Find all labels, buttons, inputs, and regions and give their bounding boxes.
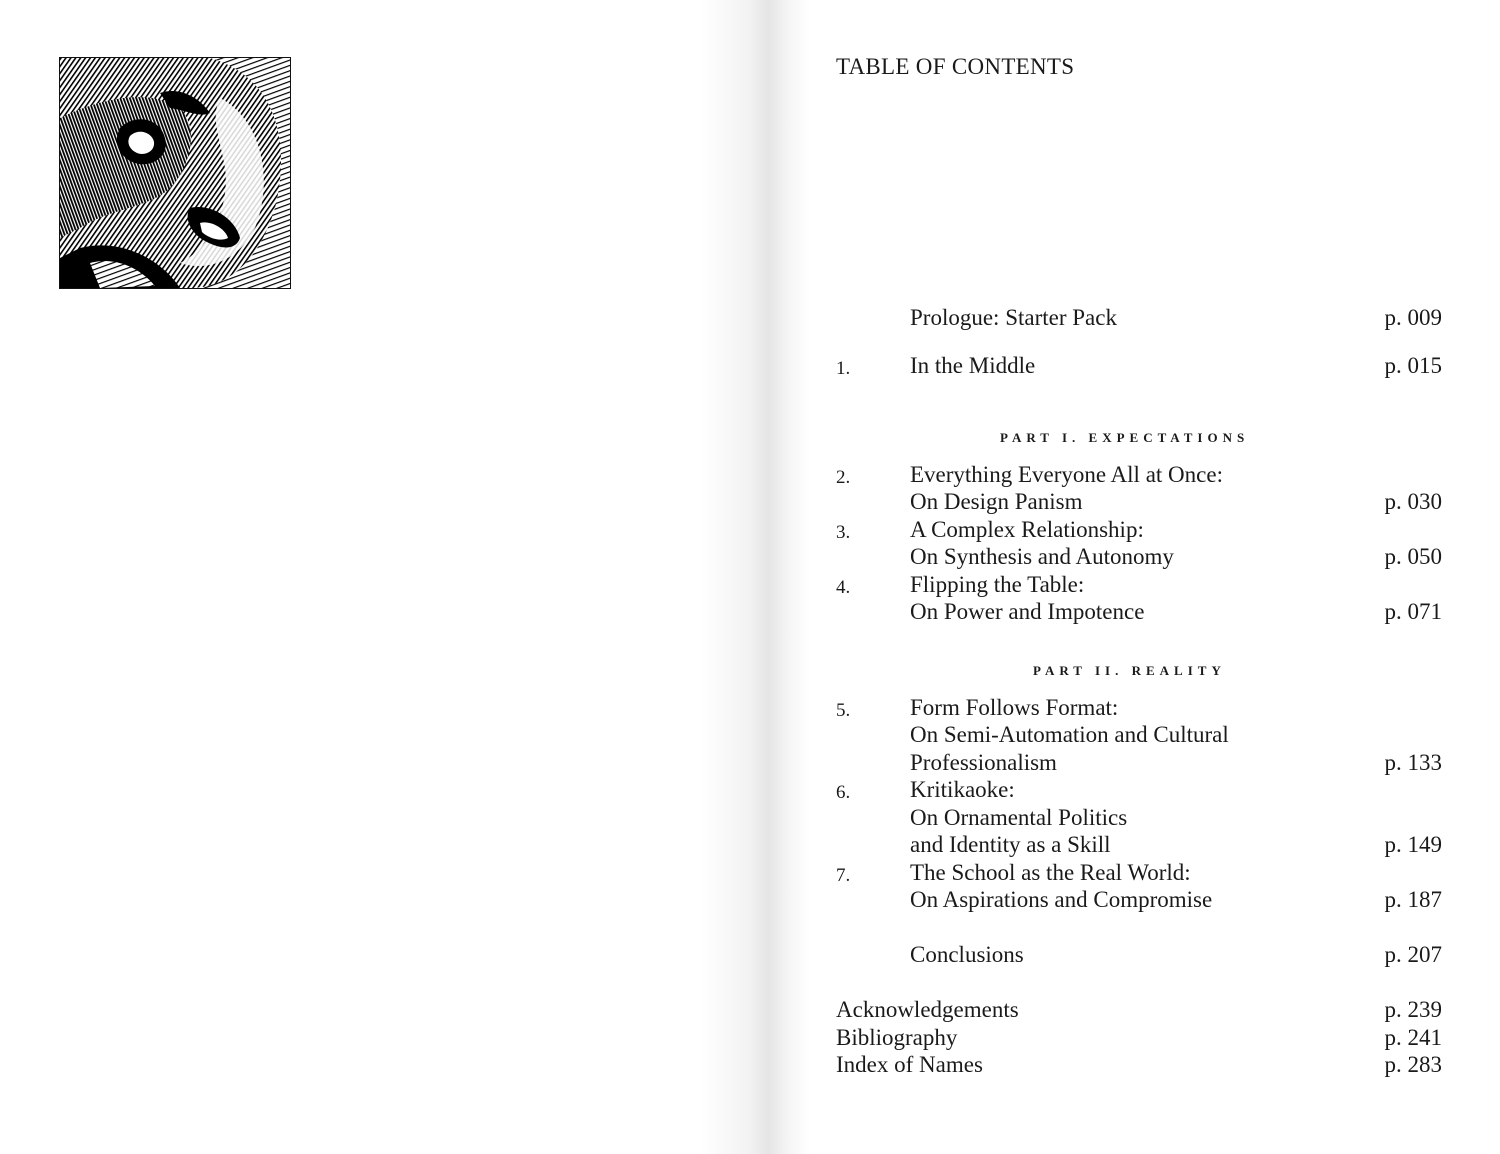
toc-entry-number: 7. [836,865,851,886]
toc-entry-ch4-sub [0,598,1500,626]
toc-entry-title: Conclusions [910,942,1024,967]
toc-entry-acknowledgements [0,996,1500,1024]
toc-entry-ch5-sub2 [0,749,1500,777]
toc-entry-ch5-sub [0,721,1500,749]
toc-entry-bibliography [0,1024,1500,1052]
toc-entry-subtitle: On Semi-Automation and Cultural [910,722,1229,747]
toc-entry-page: p. 239 [1384,997,1442,1022]
part-heading-2: PART II. REALITY [1033,663,1226,678]
toc-title: TABLE OF CONTENTS [836,54,1075,79]
toc-entry-page: p. 207 [1384,942,1442,967]
toc-entry-subtitle: On Aspirations and Compromise [910,887,1213,912]
toc-entry-page: p. 030 [1384,489,1442,514]
toc-entry-ch1 [0,352,1500,380]
toc-entry-title: Acknowledgements [836,997,1019,1022]
toc-entry-subtitle: On Design Panism [910,489,1083,514]
toc-entry-title: The School as the Real World: [910,860,1191,885]
toc-entry-title: Prologue: Starter Pack [910,305,1117,330]
toc-entry-ch6-sub2 [0,831,1500,859]
toc-entry-prologue [0,304,1500,332]
toc-entry-number: 2. [836,467,851,488]
toc-entry-title: Everything Everyone All at Once: [910,462,1223,487]
toc-entry-page: p. 009 [1384,305,1442,330]
toc-entry-ch3 [0,516,1500,544]
toc-entry-subtitle: On Ornamental Politics [910,805,1128,830]
toc-entry-subtitle: Professionalism [910,750,1057,775]
toc-entry-subtitle: On Synthesis and Autonomy [910,544,1174,569]
toc-entry-title: Form Follows Format: [910,695,1119,720]
toc-entry-title: A Complex Relationship: [910,517,1144,542]
toc-entry-title: Flipping the Table: [910,572,1085,597]
toc-entry-number: 6. [836,782,851,803]
toc-entry-page: p. 133 [1384,750,1442,775]
toc-entry-number: 4. [836,577,851,598]
toc-entry-number: 1. [836,358,851,379]
toc-entry-subtitle: and Identity as a Skill [910,832,1111,857]
toc-entry-number: 5. [836,700,851,721]
toc-entry-number: 3. [836,522,851,543]
toc-entry-page: p. 241 [1384,1025,1442,1050]
toc-entry-ch3-sub [0,543,1500,571]
toc-entry-page: p. 283 [1384,1052,1442,1077]
toc-entry-index [0,1051,1500,1079]
toc-entry-ch2 [0,461,1500,489]
part-heading-1: PART I. EXPECTATIONS [1000,430,1250,445]
toc-entry-page: p. 187 [1384,887,1442,912]
toc-entry-page: p. 015 [1384,353,1442,378]
toc-entry-ch6-sub [0,804,1500,832]
toc-entry-conclusions [0,941,1500,969]
toc-entry-ch7 [0,859,1500,887]
toc-entry-ch7-sub [0,886,1500,914]
toc-entry-title: Kritikaoke: [910,777,1015,802]
engraving-icon [60,58,290,288]
toc-entry-ch5 [0,694,1500,722]
toc-entry-page: p. 071 [1384,599,1442,624]
toc-entry-ch6 [0,776,1500,804]
toc-entry-title: In the Middle [910,353,1036,378]
toc-entry-title: Index of Names [836,1052,983,1077]
toc-entry-ch4 [0,571,1500,599]
toc-entry-title: Bibliography [836,1025,958,1050]
toc-entry-page: p. 149 [1384,832,1442,857]
toc-entry-ch2-sub [0,488,1500,516]
engraved-face-illustration [59,57,291,289]
toc-entry-subtitle: On Power and Impotence [910,599,1145,624]
toc-entry-page: p. 050 [1384,544,1442,569]
